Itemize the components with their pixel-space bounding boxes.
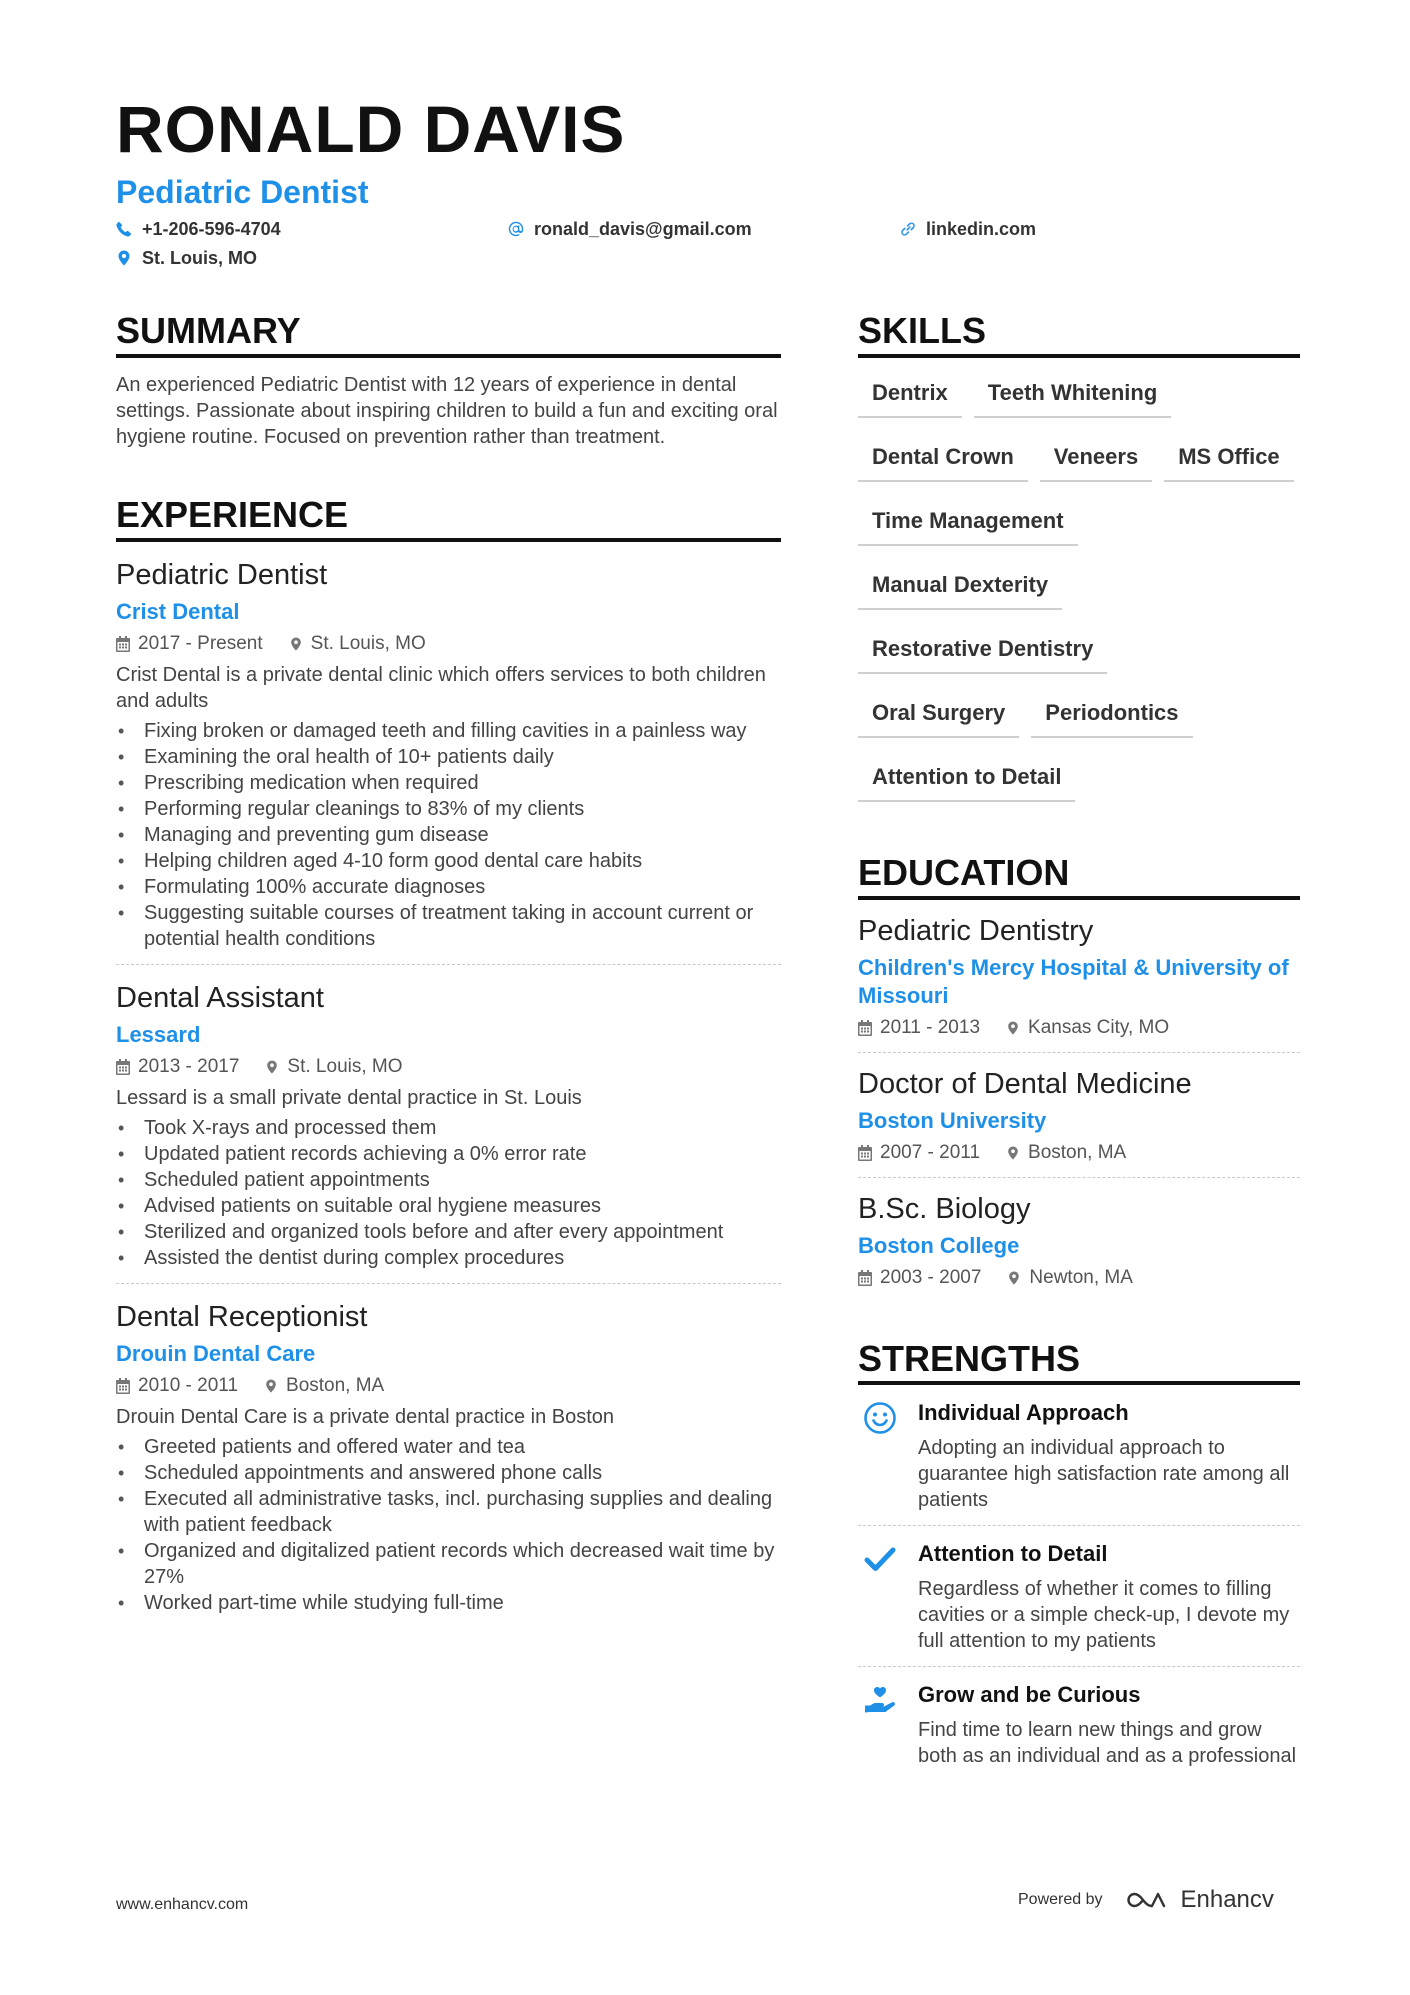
powered-by-text: Powered by	[1018, 1891, 1103, 1908]
contact-email[interactable]	[508, 220, 752, 238]
company-name: Drouin Dental Care	[116, 1340, 316, 1366]
company-name: Crist Dental	[116, 598, 240, 624]
bullet-item: • Helping children aged 4-10 form good dental care habits	[116, 848, 781, 874]
skill-tag: MS Office	[1164, 432, 1293, 482]
experience-heading: EXPERIENCE	[116, 496, 781, 542]
strength-title: Attention to Detail	[918, 1541, 1108, 1567]
calendar-icon	[858, 1020, 872, 1036]
calendar-icon	[858, 1145, 872, 1161]
phone-text: +1-206-596-4704	[142, 219, 281, 239]
strength-body	[918, 1540, 1300, 1654]
bullet-item: • Formulating 100% accurate diagnoses	[116, 874, 781, 900]
strength-body	[918, 1681, 1300, 1769]
strength-title: Grow and be Curious	[918, 1682, 1141, 1708]
bullet-item: • Suggesting suitable courses of treatment taking in account current or potential health conditions	[116, 900, 781, 952]
link-text: linkedin.com	[926, 219, 1037, 239]
strength-icon-wrap	[858, 1681, 902, 1769]
education-dates-text: 2007 - 2011	[880, 1141, 981, 1163]
experience-entry	[116, 1300, 781, 1628]
contact-location	[116, 249, 257, 267]
education-dates-text: 2003 - 2007	[880, 1266, 982, 1288]
calendar-icon	[116, 636, 130, 652]
education-entry	[858, 1192, 1300, 1302]
phone-icon	[116, 221, 132, 237]
contact-phone	[116, 220, 281, 238]
strengths-heading: STRENGTHS	[858, 1340, 1300, 1386]
skill-tag: Veneers	[1040, 432, 1152, 482]
education-location-text: Boston, MA	[1028, 1141, 1127, 1163]
job-meta	[116, 1374, 781, 1398]
bullet-item: • Prescribing medication when required	[116, 770, 781, 796]
education-location-text: Kansas City, MO	[1028, 1016, 1170, 1038]
skills-section	[858, 312, 1300, 802]
smiley-icon	[863, 1401, 897, 1435]
education-meta	[858, 1266, 1300, 1290]
bullet-item: • Scheduled appointments and answered phone calls	[116, 1460, 781, 1486]
bullet-item: • Took X-rays and processed them	[116, 1115, 781, 1141]
bullet-item: • Managing and preventing gum disease	[116, 822, 781, 848]
job-description: Crist Dental is a private dental clinic which offers services to both children and adults	[116, 663, 766, 712]
location-pin-icon	[1006, 1145, 1020, 1161]
candidate-role: Pediatric Dentist	[116, 174, 369, 210]
job-dates-text: 2017 - Present	[138, 632, 263, 654]
calendar-icon	[116, 1378, 130, 1394]
strengths-section	[858, 1337, 1300, 1782]
bullet-item: • Organized and digitalized patient records which decreased wait time by 27%	[116, 1538, 781, 1590]
left-column	[116, 312, 781, 1628]
degree-title: Pediatric Dentistry	[858, 914, 1094, 947]
bullet-item: • Fixing broken or damaged teeth and filling cavities in a painless way	[116, 718, 781, 744]
degree-title: Doctor of Dental Medicine	[858, 1067, 1192, 1100]
job-bullets	[116, 1115, 781, 1271]
education-dates-text: 2011 - 2013	[880, 1016, 981, 1038]
experience-section	[116, 493, 781, 1628]
strength-icon-wrap	[858, 1399, 902, 1513]
education-entry	[858, 1067, 1300, 1178]
experience-entry	[116, 981, 781, 1284]
skill-tag: Dental Crown	[858, 432, 1028, 482]
strength-title: Individual Approach	[918, 1400, 1129, 1426]
brand-name: Enhancv	[1180, 1886, 1274, 1913]
job-bullets	[116, 718, 781, 952]
skill-tag: Teeth Whitening	[974, 368, 1171, 418]
bullet-item: • Executed all administrative tasks, incl. purchasing supplies and dealing with patient feedback	[116, 1486, 781, 1538]
education-section	[858, 851, 1300, 1302]
education-dates	[858, 1266, 981, 1290]
job-location	[265, 1055, 402, 1079]
job-meta	[116, 1055, 781, 1079]
skills-heading: SKILLS	[858, 312, 1300, 358]
school-name: Boston College	[858, 1232, 1020, 1258]
at-sign-icon	[508, 221, 524, 237]
education-location-text: Newton, MA	[1029, 1266, 1133, 1288]
skill-tag: Attention to Detail	[858, 752, 1075, 802]
job-dates	[116, 632, 263, 656]
job-description: Drouin Dental Care is a private dental practice in Boston	[116, 1405, 615, 1428]
strength-icon-wrap	[858, 1540, 902, 1654]
skill-tag: Manual Dexterity	[858, 560, 1062, 610]
heart-hand-icon	[863, 1683, 897, 1717]
location-pin-icon	[289, 636, 303, 652]
job-dates-text: 2013 - 2017	[138, 1055, 240, 1077]
job-location-text: St. Louis, MO	[310, 632, 426, 654]
brand-logo[interactable]	[1123, 1886, 1274, 1914]
bullet-item: • Scheduled patient appointments	[116, 1167, 781, 1193]
job-bullets	[116, 1434, 781, 1616]
bullet-item: • Updated patient records achieving a 0% error rate	[116, 1141, 781, 1167]
summary-heading: SUMMARY	[116, 312, 781, 358]
bullet-item: • Worked part-time while studying full-time	[116, 1590, 781, 1616]
email-text: ronald_davis@gmail.com	[534, 219, 752, 239]
skill-tag: Periodontics	[1031, 688, 1192, 738]
education-dates	[858, 1141, 980, 1165]
strength-description: Find time to learn new things and grow both as an individual and as a professional	[918, 1719, 1297, 1768]
location-pin-icon	[1007, 1270, 1021, 1286]
job-description: Lessard is a small private dental practice in St. Louis	[116, 1086, 582, 1109]
summary-text: An experienced Pediatric Dentist with 12 years of experience in dental settings. Passionate about inspiring children to build a fun and exciting oral hygiene routine. Focused on prevention rather than treatment.	[116, 373, 778, 448]
strength-description: Regardless of whether it comes to filling cavities or a simple check-up, I devote my full attention to my patients	[918, 1578, 1290, 1653]
job-title: Pediatric Dentist	[116, 558, 328, 591]
location-pin-icon	[264, 1378, 278, 1394]
job-title: Dental Receptionist	[116, 1300, 368, 1333]
skill-tag: Restorative Dentistry	[858, 624, 1107, 674]
strength-item	[858, 1667, 1300, 1781]
job-meta	[116, 632, 781, 656]
location-pin-icon	[265, 1059, 279, 1075]
bullet-item: • Greeted patients and offered water and tea	[116, 1434, 781, 1460]
job-location	[264, 1374, 384, 1398]
summary-section	[116, 312, 781, 450]
location-pin-icon	[1006, 1020, 1020, 1036]
footer-website[interactable]: www.enhancv.com	[116, 1896, 249, 1913]
candidate-name: RONALD DAVIS	[116, 92, 626, 166]
skills-list	[858, 368, 1300, 802]
skill-tag: Dentrix	[858, 368, 962, 418]
strength-description: Adopting an individual approach to guarantee high satisfaction rate among all patients	[918, 1437, 1290, 1512]
education-entry	[858, 914, 1300, 1053]
contact-link[interactable]	[900, 220, 1036, 238]
education-location	[1007, 1266, 1132, 1290]
bullet-item: • Performing regular cleanings to 83% of my clients	[116, 796, 781, 822]
school-name: Boston University	[858, 1107, 1047, 1133]
education-dates	[858, 1016, 980, 1040]
education-meta	[858, 1141, 1300, 1165]
job-dates	[116, 1374, 238, 1398]
job-location-text: Boston, MA	[286, 1374, 385, 1396]
skill-tag: Time Management	[858, 496, 1078, 546]
education-location	[1006, 1141, 1126, 1165]
calendar-icon	[858, 1270, 872, 1286]
right-column	[858, 312, 1300, 1781]
education-location	[1006, 1016, 1169, 1040]
education-meta	[858, 1016, 1300, 1040]
bullet-item: • Sterilized and organized tools before and after every appointment	[116, 1219, 781, 1245]
bullet-item: • Advised patients on suitable oral hygiene measures	[116, 1193, 781, 1219]
education-heading: EDUCATION	[858, 854, 1300, 900]
job-dates	[116, 1055, 239, 1079]
bullet-item: • Assisted the dentist during complex procedures	[116, 1245, 781, 1271]
job-location-text: St. Louis, MO	[287, 1055, 403, 1077]
location-pin-icon	[116, 250, 132, 266]
experience-entry	[116, 558, 781, 965]
location-text: St. Louis, MO	[142, 248, 257, 268]
job-title: Dental Assistant	[116, 981, 324, 1014]
skill-tag: Oral Surgery	[858, 688, 1019, 738]
footer-branding	[1018, 1886, 1274, 1914]
strength-item	[858, 1385, 1300, 1526]
strength-item	[858, 1526, 1300, 1667]
link-icon	[900, 221, 916, 237]
school-name: Children's Mercy Hospital & University of Missouri	[858, 954, 1289, 1008]
job-location	[289, 632, 426, 656]
strength-body	[918, 1399, 1300, 1513]
bullet-item: • Examining the oral health of 10+ patients daily	[116, 744, 781, 770]
job-dates-text: 2010 - 2011	[138, 1374, 239, 1396]
degree-title: B.Sc. Biology	[858, 1192, 1031, 1225]
calendar-icon	[116, 1059, 130, 1075]
checkmark-icon	[863, 1542, 897, 1576]
enhancv-logo-icon	[1123, 1887, 1171, 1913]
company-name: Lessard	[116, 1021, 201, 1047]
